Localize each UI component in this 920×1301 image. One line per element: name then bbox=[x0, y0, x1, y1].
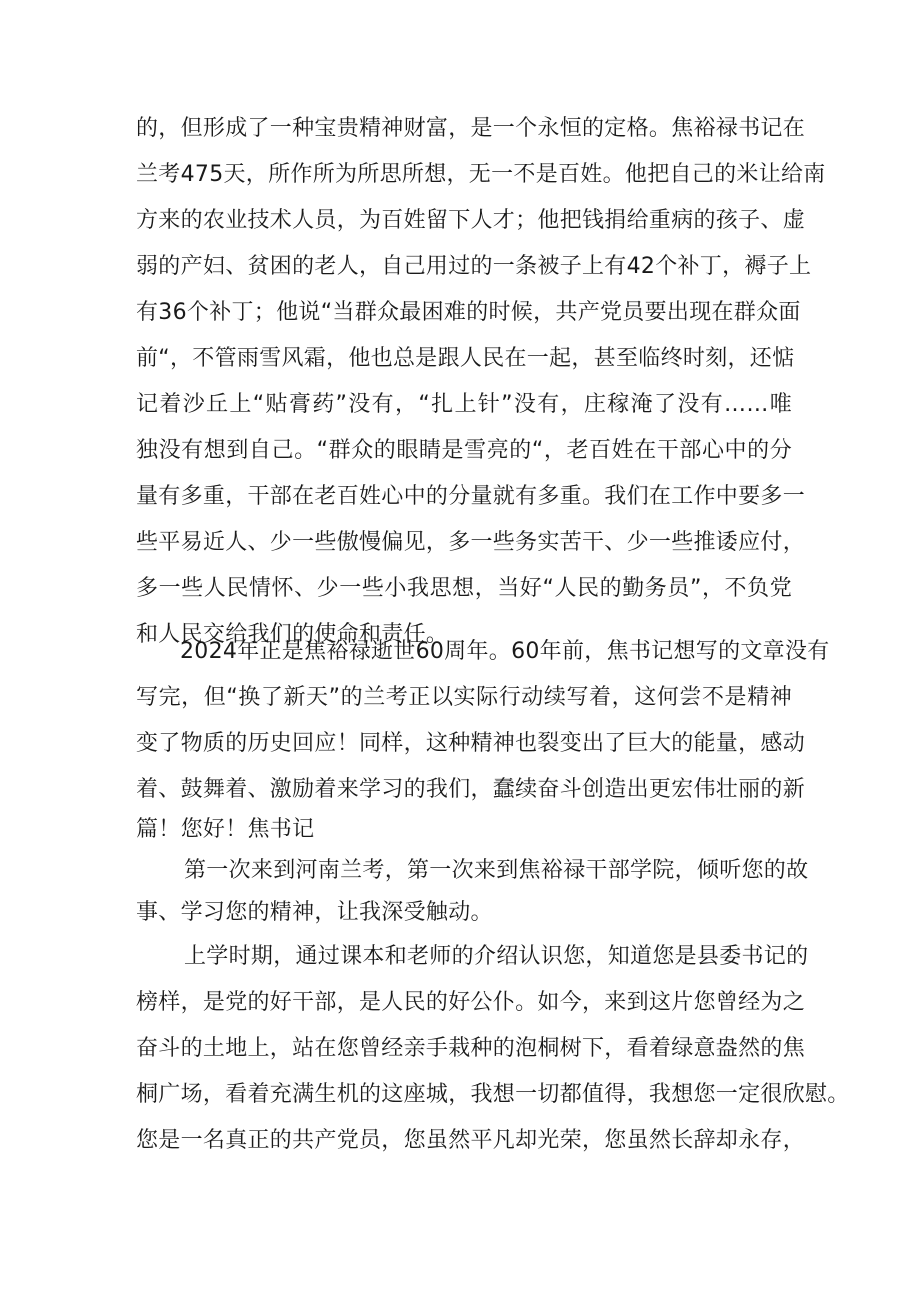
text-line: 事、学习您的精神，让我深受触动。 bbox=[136, 900, 493, 925]
text-line: 弱的产妇、贫困的老人，自己用过的一条被子上有42个补丁，褥子上 bbox=[136, 254, 812, 279]
text-line: 着、鼓舞着、激励着来学习的我们，蠢续奋斗创造出更宏伟壮丽的新 bbox=[136, 777, 806, 802]
text-line: 多一些人民情怀、少一些小我思想，当好“人民的勤务员”，不负党 bbox=[136, 576, 792, 601]
text-line: 量有多重，干部在老百姓心中的分量就有多重。我们在工作中要多一 bbox=[136, 484, 806, 509]
text-line: 变了物质的历史回应！同样，这种精神也裂变出了巨大的能量，感动 bbox=[136, 731, 806, 756]
text-line: 上学时期，通过课本和老师的介绍认识您，知道您是县委书记的 bbox=[184, 944, 809, 969]
text-line: 您是一名真正的共产党员，您虽然平凡却光荣，您虽然长辞却永存， bbox=[136, 1128, 806, 1153]
text-line: 前“，不管雨雪风霜，他也总是跟人民在一起，甚至临终时刻，还惦 bbox=[136, 346, 795, 371]
section-heading: 您好！焦书记 bbox=[180, 817, 315, 842]
text-line: 和人民交给我们的使命和责任。 bbox=[136, 622, 449, 647]
text-line: 榜样，是党的好干部，是人民的好公仆。如今，来到这片您曾经为之 bbox=[136, 990, 806, 1015]
text-line bbox=[136, 813, 314, 847]
text-line: 些平易近人、少一些傲慢偏见，多一些务实苦干、少一些推诿应付， bbox=[136, 530, 806, 555]
text-line: 第一次来到河南兰考，第一次来到焦裕禄干部学院，倾听您的故 bbox=[184, 858, 809, 883]
text-line: 的，但形成了一种宝贵精神财富，是一个永恒的定格。焦裕禄书记在 bbox=[136, 116, 806, 141]
text-line: 有36个补丁；他说“当群众最困难的时候，共产党员要出现在群众面 bbox=[136, 300, 801, 325]
text-line: 独没有想到自己。“群众的眼睛是雪亮的“，老百姓在干部心中的分 bbox=[136, 438, 792, 463]
text-line: 桐广场，看着充满生机的这座城，我想一切都值得，我想您一定很欣慰。 bbox=[136, 1082, 850, 1107]
text-line: 记着沙丘上“贴膏药”没有，“扎上针”没有，庄稼淹了没有……唯 bbox=[136, 392, 792, 417]
text-line: 奋斗的土地上，站在您曾经亲手栽种的泡桐树下，看着绿意盎然的焦 bbox=[136, 1036, 806, 1061]
text-line: 2024年正是焦裕禄逝世60周年。60年前，焦书记想写的文章没有 bbox=[180, 639, 830, 664]
text-line: 写完，但“换了新天”的兰考正以实际行动续写着，这何尝不是精神 bbox=[136, 685, 792, 710]
text-line: 方来的农业技术人员，为百姓留下人才；他把钱捐给重病的孩子、虚 bbox=[136, 208, 806, 233]
text-fragment: 篇！ bbox=[136, 817, 181, 842]
text-line: 兰考475天，所作所为所思所想，无一不是百姓。他把自己的米让给南 bbox=[136, 162, 826, 187]
